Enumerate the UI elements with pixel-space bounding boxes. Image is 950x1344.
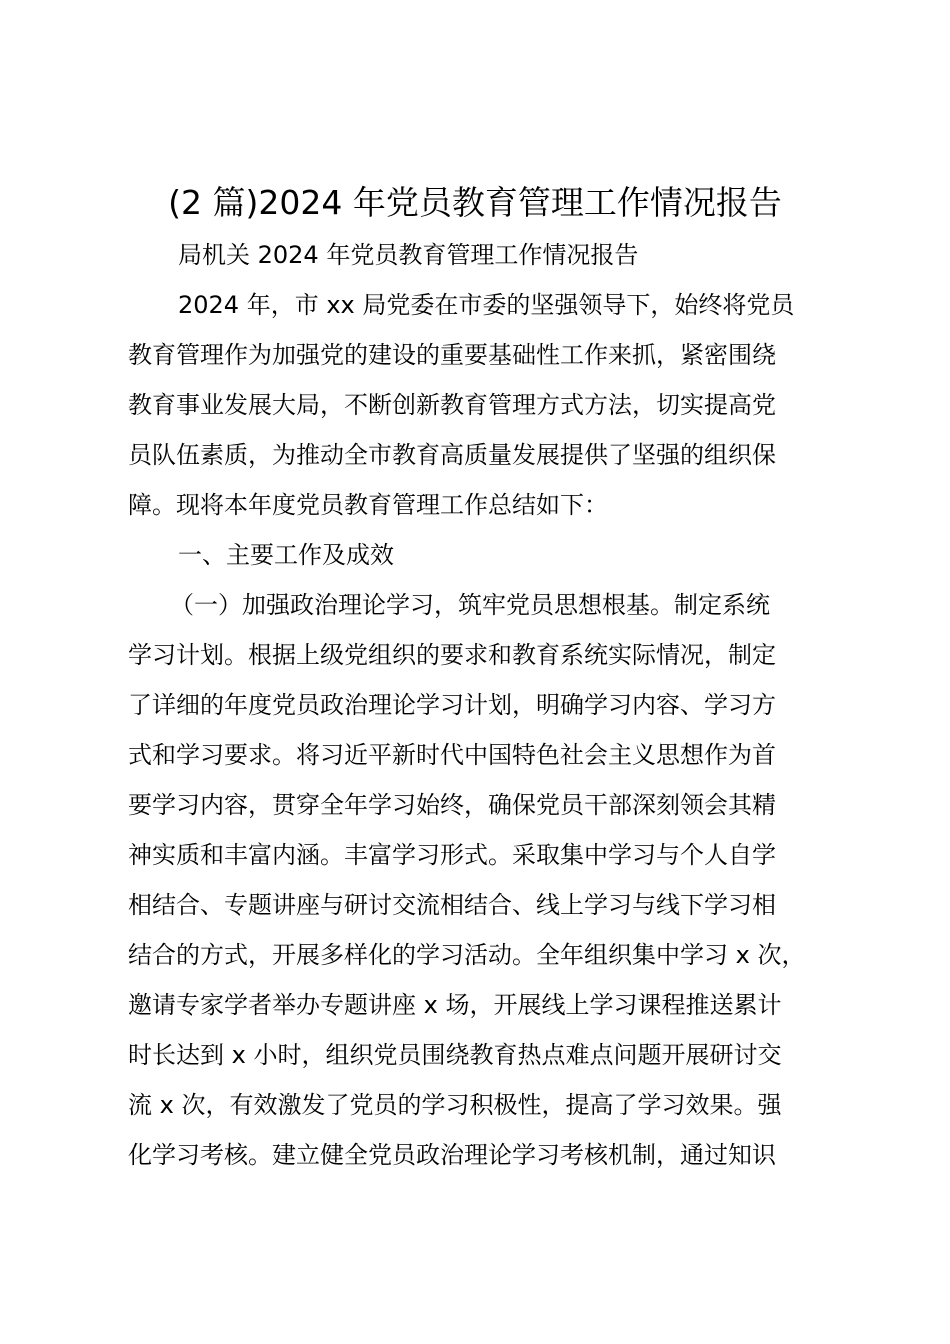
document-subtitle: 局机关 2024 年党员教育管理工作情况报告	[178, 241, 639, 269]
document-title: (2 篇)2024 年党员教育管理工作情况报告	[168, 183, 782, 222]
body-line: 神实质和丰富内涵。丰富学习形式。采取集中学习与个人自学	[128, 841, 776, 869]
body-line: 2024 年，市 xx 局党委在市委的坚强领导下，始终将党员	[178, 291, 795, 319]
body-line: 员队伍素质，为推动全市教育高质量发展提供了坚强的组织保	[128, 441, 776, 469]
body-line: 障。现将本年度党员教育管理工作总结如下：	[128, 491, 608, 519]
body-line: 要学习内容，贯穿全年学习始终，确保党员干部深刻领会其精	[128, 791, 776, 819]
body-line: 教育管理作为加强党的建设的重要基础性工作来抓，紧密围绕	[128, 341, 776, 369]
body-line: 结合的方式，开展多样化的学习活动。全年组织集中学习 x 次，	[128, 941, 806, 969]
body-line: 流 x 次，有效激发了党员的学习积极性，提高了学习效果。强	[128, 1091, 782, 1119]
body-line: 相结合、专题讲座与研讨交流相结合、线上学习与线下学习相	[128, 891, 776, 919]
section-heading: 一、主要工作及成效	[178, 541, 394, 569]
body-line: 式和学习要求。将习近平新时代中国特色社会主义思想作为首	[128, 741, 776, 769]
body-line: 教育事业发展大局，不断创新教育管理方式方法，切实提高党	[128, 391, 776, 419]
body-line: 了详细的年度党员政治理论学习计划，明确学习内容、学习方	[128, 691, 776, 719]
body-line: 化学习考核。建立健全党员政治理论学习考核机制，通过知识	[128, 1141, 776, 1169]
body-line: 邀请专家学者举办专题讲座 x 场，开展线上学习课程推送累计	[128, 991, 782, 1019]
body-line: 时长达到 x 小时，组织党员围绕教育热点难点问题开展研讨交	[128, 1041, 782, 1069]
body-line: 学习计划。根据上级党组织的要求和教育系统实际情况，制定	[128, 641, 776, 669]
body-line: （一）加强政治理论学习，筑牢党员思想根基。制定系统	[170, 591, 770, 619]
